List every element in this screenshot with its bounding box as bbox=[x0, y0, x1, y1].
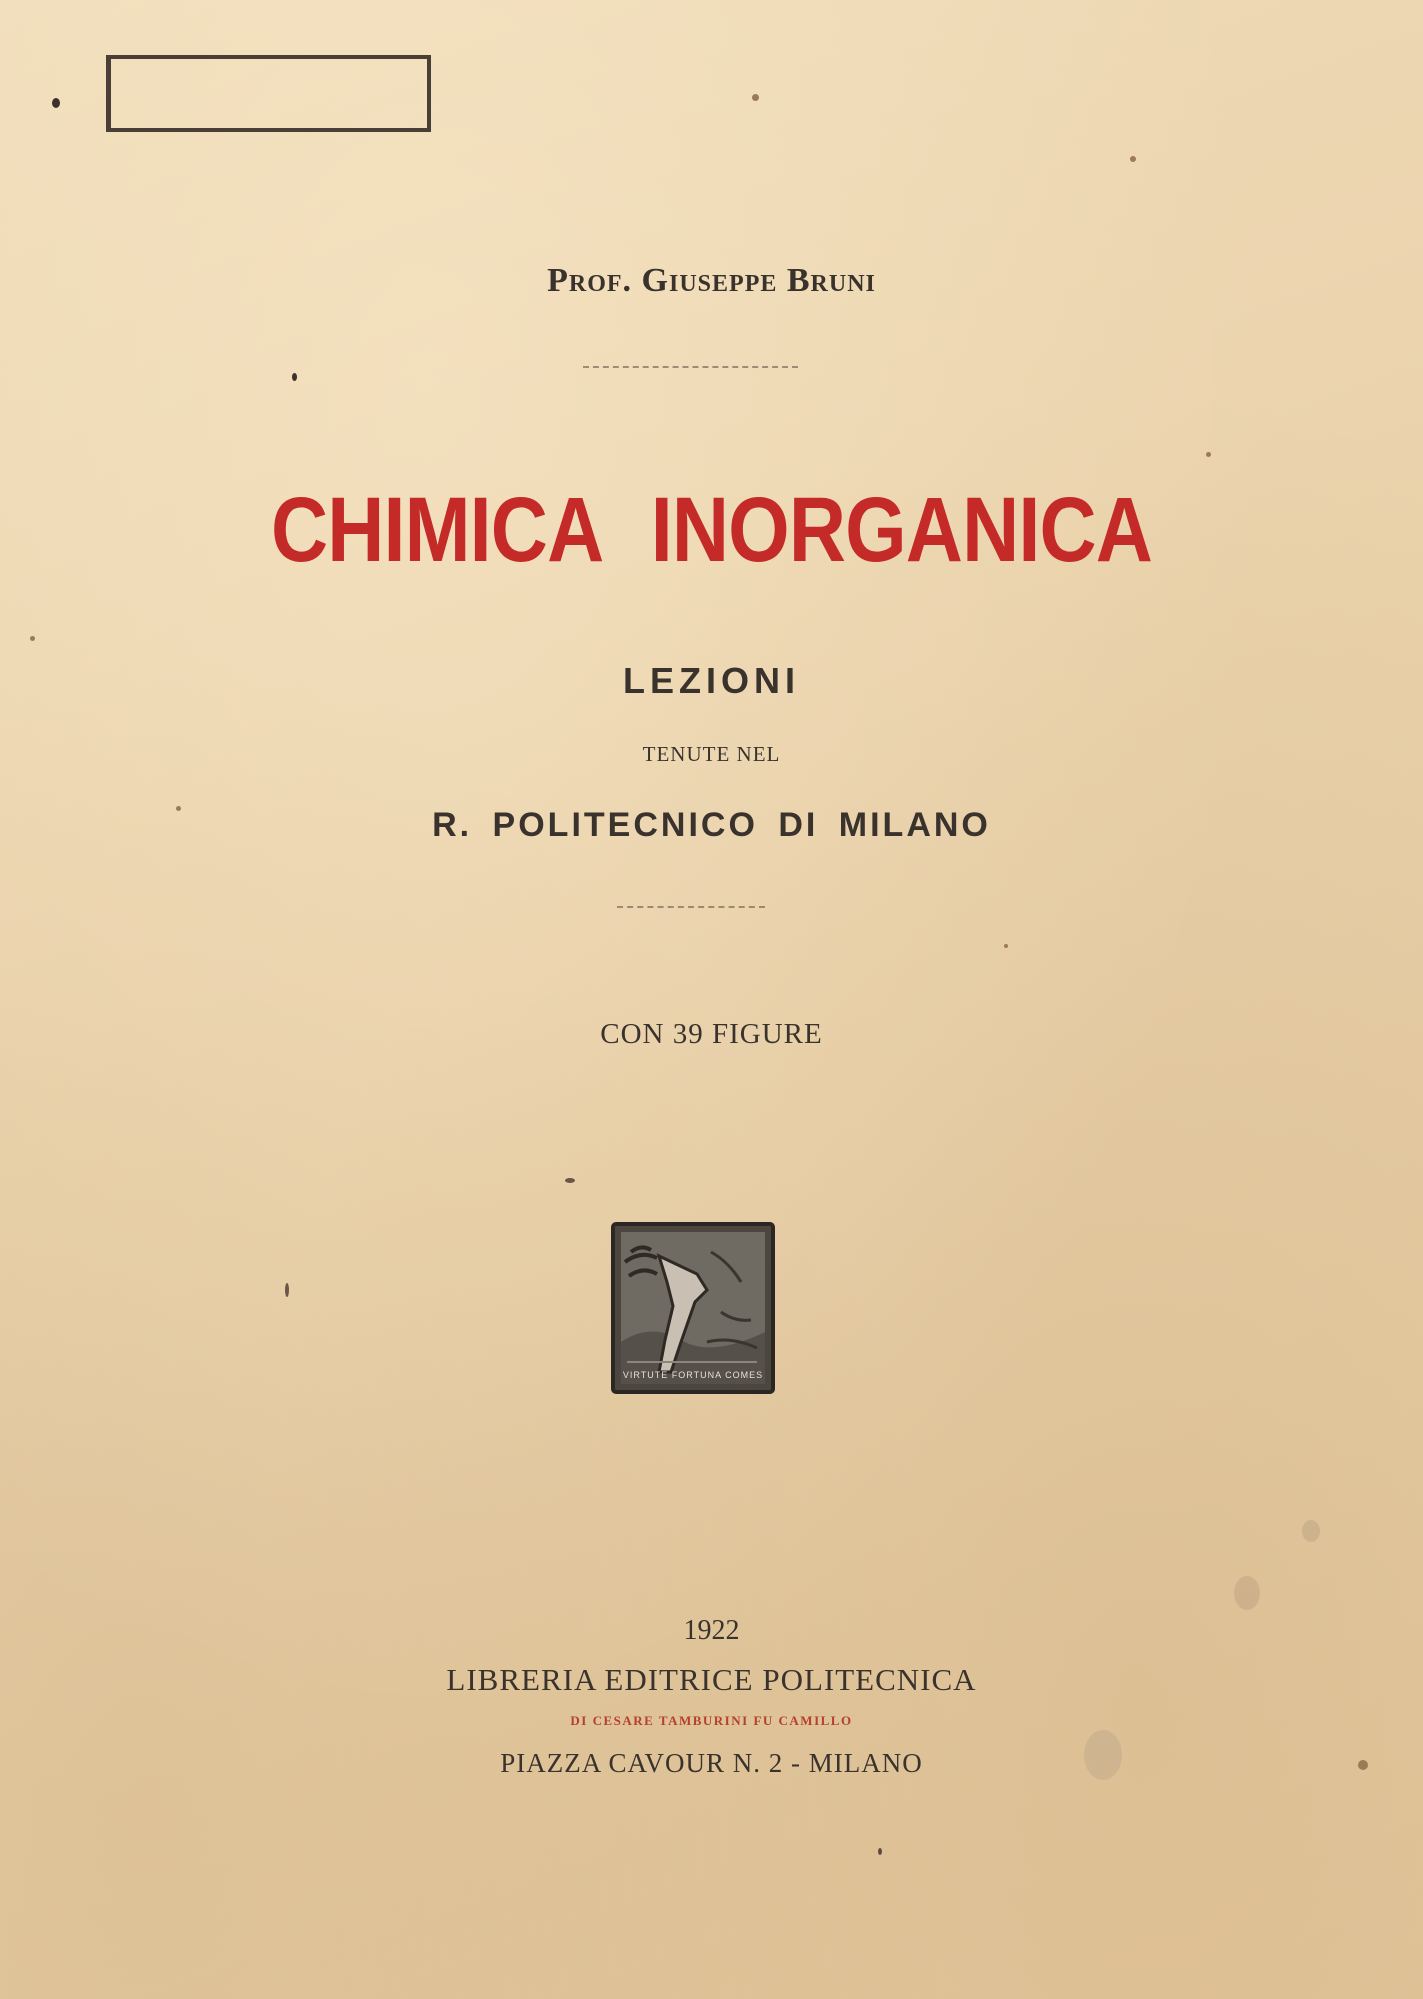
foxing-speck bbox=[1004, 944, 1008, 948]
foxing-speck bbox=[565, 1178, 575, 1183]
foxing-speck bbox=[176, 806, 181, 811]
foxing-speck bbox=[752, 94, 759, 101]
foxing-speck bbox=[52, 98, 60, 108]
figures-note: CON 39 FIGURE bbox=[600, 1018, 823, 1050]
foxing-speck bbox=[1206, 452, 1211, 457]
publisher-emblem-icon bbox=[611, 1222, 775, 1394]
institution: R. POLITECNICO DI MILANO bbox=[432, 806, 991, 844]
publisher-name: LIBRERIA EDITRICE POLITECNICA bbox=[446, 1662, 977, 1697]
divider-bottom bbox=[617, 906, 765, 908]
foxing-speck bbox=[1234, 1576, 1260, 1610]
emblem-motto: VIRTUTE FORTUNA COMES bbox=[622, 1370, 764, 1380]
foxing-speck bbox=[292, 373, 297, 381]
foxing-speck bbox=[878, 1848, 882, 1855]
label-frame bbox=[106, 55, 431, 132]
subtitle: LEZIONI bbox=[623, 660, 800, 701]
foxing-speck bbox=[285, 1283, 289, 1297]
book-title: CHIMICA INORGANICA bbox=[270, 479, 1153, 581]
foxing-speck bbox=[1358, 1760, 1368, 1770]
foxing-speck bbox=[1084, 1730, 1122, 1780]
publisher-address: PIAZZA CAVOUR N. 2 - MILANO bbox=[500, 1748, 923, 1778]
foxing-speck bbox=[30, 636, 35, 641]
author-line: Prof. Giuseppe Bruni bbox=[547, 262, 876, 299]
divider-top bbox=[583, 366, 798, 368]
foxing-speck bbox=[1130, 156, 1136, 162]
publisher-owner: DI CESARE TAMBURINI FU CAMILLO bbox=[570, 1713, 853, 1728]
publication-year: 1922 bbox=[683, 1615, 740, 1646]
foxing-speck bbox=[1302, 1520, 1320, 1542]
held-at-prefix: TENUTE NEL bbox=[642, 742, 781, 766]
